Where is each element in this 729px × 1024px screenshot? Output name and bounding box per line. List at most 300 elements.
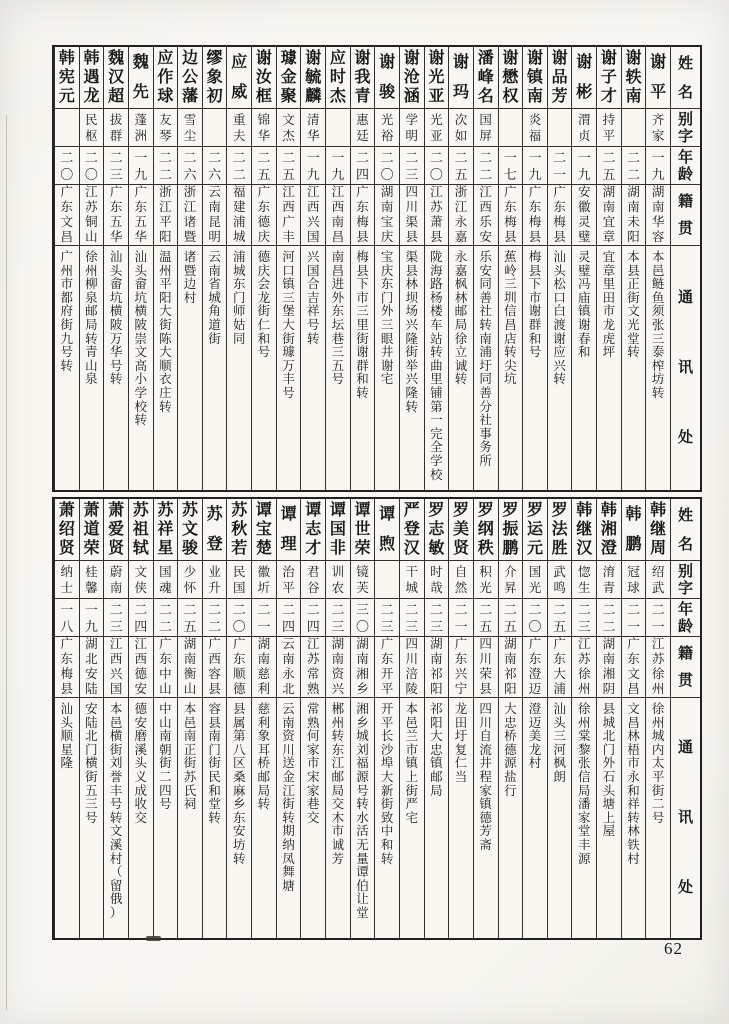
origin-cell: 四川渠县 <box>400 185 424 246</box>
contact-cell: 河口镇三堡大街璩万丰号 <box>282 250 295 400</box>
header-alias-label: 别字 <box>677 110 693 145</box>
age-cell: 二一 <box>646 599 670 637</box>
alias-cell: 锦华 <box>252 109 276 147</box>
header-column <box>670 499 700 938</box>
alias-cell: 业升 <box>203 561 227 599</box>
alias-cell: 治平 <box>277 561 301 599</box>
age-cell: 一九 <box>572 147 596 185</box>
origin-cell: 湖南宜章 <box>597 185 621 246</box>
age-cell: 二三 <box>400 599 424 637</box>
alias-cell <box>499 109 523 147</box>
table-column <box>202 499 227 938</box>
alias-cell: 君谷 <box>301 561 325 599</box>
table-column <box>374 47 399 490</box>
alias-cell: 徽圻 <box>252 561 276 599</box>
contact-cell: 湘乡城刘福源号转水活无量谭伯让堂 <box>356 702 369 920</box>
age-cell: 二五 <box>548 599 572 637</box>
contact-cell: 陇海路杨楼车站转曲里铺第一完全学校 <box>430 250 443 482</box>
contact-cell: 汕头顺星隆 <box>60 702 74 771</box>
page-number: 62 <box>664 939 683 958</box>
contact-cell: 安陆北门横街五三号 <box>85 702 98 825</box>
contact-cell: 灵璧冯庙镇谢春和 <box>577 250 591 360</box>
alias-cell: 惠廷 <box>351 109 375 147</box>
table-column <box>177 47 202 490</box>
contact-cell: 县属第八区桑麻乡东安坊转 <box>233 702 246 866</box>
contact-cell: 县城北门外石头塘上屋 <box>602 702 616 839</box>
contact-cell: 龙田圩复仁当 <box>454 702 468 784</box>
table-column <box>498 499 523 938</box>
ink-smudge-artifact <box>146 936 161 941</box>
origin-cell: 云南昆明 <box>203 185 227 246</box>
name-cell: 韩湘澄 <box>597 499 621 561</box>
contact-cell: 文昌林梧市永和祥转林铁村 <box>627 702 640 866</box>
name-cell: 韩遇龙 <box>80 47 104 109</box>
age-cell: 二〇 <box>227 599 251 637</box>
name-cell: 严登汉 <box>400 499 424 561</box>
age-cell: 二〇 <box>80 147 104 185</box>
age-cell: 一九 <box>80 599 104 637</box>
contact-cell: 大忠桥德源盐行 <box>504 702 517 798</box>
table-column <box>103 499 128 938</box>
age-cell: 二一 <box>548 147 572 185</box>
table-column <box>325 499 350 938</box>
contact-cell: 容县南门街民和堂转 <box>208 702 221 825</box>
name-cell: 谢我青 <box>351 47 375 109</box>
age-cell: 二三 <box>572 599 596 637</box>
name-cell: 谢轶南 <box>622 47 646 109</box>
origin-cell: 广东开平 <box>375 637 399 698</box>
alias-cell: 蔚南 <box>104 561 128 599</box>
name-cell: 萧绍贤 <box>55 499 79 561</box>
name-cell: 谢品芳 <box>548 47 572 109</box>
contact-cell: 徐州棠黎张信局潘家堂丰源 <box>577 702 591 866</box>
name-cell: 谭世荣 <box>351 499 375 561</box>
table-column <box>498 47 523 490</box>
name-cell: 潘峰名 <box>474 47 498 109</box>
header-contact-label: 通讯处 <box>677 289 693 446</box>
contact-cell: 本邑南正街苏氏祠 <box>183 702 197 812</box>
table-column <box>448 47 473 490</box>
name-cell: 应威 <box>227 47 251 109</box>
name-cell: 韩鹏 <box>622 499 646 561</box>
name-cell: 魏汉超 <box>104 47 128 109</box>
alias-cell: 蓬洲 <box>129 109 153 147</box>
origin-cell: 湖南宝庆 <box>375 185 399 246</box>
table-column <box>153 47 178 490</box>
alias-cell: 武鸣 <box>548 561 572 599</box>
origin-cell: 广东德庆 <box>252 185 276 246</box>
alias-cell: 炎福 <box>523 109 547 147</box>
origin-cell: 广东梅县 <box>55 637 79 698</box>
contact-cell: 中山南朝街二四号 <box>159 702 172 812</box>
origin-cell: 江西南昌 <box>326 185 350 246</box>
age-cell: 一九 <box>129 147 153 185</box>
age-cell: 一九 <box>646 147 670 185</box>
table-column <box>350 499 375 938</box>
contact-cell: 温州平阳大街陈大顺衣庄转 <box>159 250 172 414</box>
table-column <box>621 499 646 938</box>
table-column <box>448 499 473 938</box>
contact-cell: 云南省城角道街 <box>208 250 221 346</box>
header-alias <box>671 561 700 599</box>
age-cell: 二〇 <box>523 599 547 637</box>
origin-cell: 四川荣县 <box>474 637 498 698</box>
age-cell: 二五 <box>597 147 621 185</box>
origin-cell: 广东中山 <box>154 637 178 698</box>
origin-cell: 江苏徐州 <box>646 637 670 698</box>
contact-cell: 云南资川送金江街转期纳凤舞塘 <box>282 702 295 893</box>
name-cell: 韩宪元 <box>55 47 79 109</box>
header-alias-label: 别字 <box>677 562 693 597</box>
header-alias <box>671 109 700 147</box>
name-cell: 谢懋权 <box>499 47 523 109</box>
age-cell: 二二 <box>227 147 251 185</box>
table-column <box>153 499 178 938</box>
contact-cell: 慈利象耳桥邮局转 <box>257 702 271 812</box>
contact-cell: 郴州转东江邮局交木市诚芳 <box>331 702 345 866</box>
table-column <box>54 47 79 490</box>
alias-cell: 训农 <box>326 561 350 599</box>
origin-cell: 湖南祁阳 <box>499 637 523 698</box>
age-cell: 三〇 <box>351 599 375 637</box>
age-cell: 二五 <box>252 147 276 185</box>
table-column <box>177 499 202 938</box>
origin-cell: 广东梅县 <box>351 185 375 246</box>
contact-cell: 本邑横街刘誉丰号转文溪村（留俄） <box>109 702 123 920</box>
age-cell: 二六 <box>178 147 202 185</box>
table-column <box>522 499 547 938</box>
origin-cell: 四川涪陵 <box>400 637 424 698</box>
name-cell: 谢汝框 <box>252 47 276 109</box>
origin-cell: 广西容县 <box>203 637 227 698</box>
header-origin <box>671 637 700 698</box>
contact-cell: 宜章里田市龙虎坪 <box>602 250 616 360</box>
age-cell: 二二 <box>597 599 621 637</box>
alias-cell: 渭贞 <box>572 109 596 147</box>
name-cell: 璩金聚 <box>277 47 301 109</box>
table-column <box>596 47 621 490</box>
age-cell: 二三 <box>425 599 449 637</box>
age-cell: 二六 <box>203 147 227 185</box>
alias-cell: 惚生 <box>572 561 596 599</box>
origin-cell: 安徽灵璧 <box>572 185 596 246</box>
table-column <box>128 499 153 938</box>
header-name <box>671 47 700 109</box>
name-cell: 罗振鹏 <box>499 499 523 561</box>
table-column <box>79 499 104 938</box>
name-cell: 苏祖轼 <box>129 499 153 561</box>
origin-cell: 福建浦城 <box>227 185 251 246</box>
age-cell: 二二 <box>474 147 498 185</box>
header-origin-label: 籍贯 <box>677 193 693 237</box>
origin-cell: 广东梅县 <box>499 185 523 246</box>
alias-cell: 绍武 <box>646 561 670 599</box>
name-cell: 魏先 <box>129 47 153 109</box>
alias-cell: 文侠 <box>129 561 153 599</box>
name-cell: 萧爱贤 <box>104 499 128 561</box>
contact-cell: 乐安同善社转南浦圩同善分社事务所 <box>479 250 492 468</box>
alias-cell: 文杰 <box>277 109 301 147</box>
name-cell: 罗纲秩 <box>474 499 498 561</box>
age-cell: 二〇 <box>425 147 449 185</box>
contact-cell: 澄迈美龙村 <box>528 702 542 771</box>
contact-cell: 徐州柳泉邮局转青山泉 <box>85 250 98 387</box>
origin-cell: 湖南未阳 <box>622 185 646 246</box>
age-cell: 二二 <box>154 599 178 637</box>
origin-cell: 湖南祁阳 <box>425 637 449 698</box>
table-column <box>522 47 547 490</box>
alias-cell: 清华 <box>301 109 325 147</box>
contact-cell: 梅县下市三里街谢群和转 <box>356 250 369 400</box>
age-cell: 二四 <box>301 599 325 637</box>
table-column <box>325 47 350 490</box>
table-column <box>300 47 325 490</box>
contact-cell: 本邑鲢鱼须张三泰榨坊转 <box>651 250 665 400</box>
name-cell: 谢平 <box>646 47 670 109</box>
table-column <box>424 47 449 490</box>
alias-cell: 光裕 <box>375 109 399 147</box>
table-column <box>251 47 276 490</box>
age-cell: 二〇 <box>55 147 79 185</box>
header-contact-label: 通讯处 <box>677 739 693 896</box>
contact-cell: 梅县下市谢群和号 <box>528 250 542 360</box>
alias-cell: 雪尘 <box>178 109 202 147</box>
alias-cell: 介昇 <box>499 561 523 599</box>
origin-cell: 湖北安陆 <box>80 637 104 698</box>
contact-cell: 四川自流井程家镇德芳斋 <box>479 702 492 852</box>
table-column <box>54 499 79 938</box>
table-column <box>202 47 227 490</box>
origin-cell: 广东文昌 <box>55 185 79 246</box>
age-cell: 二三 <box>326 599 350 637</box>
origin-cell: 江西乐安 <box>474 185 498 246</box>
name-cell: 谢子才 <box>597 47 621 109</box>
name-cell: 罗运元 <box>523 499 547 561</box>
table-column <box>571 499 596 938</box>
alias-cell: 齐家 <box>646 109 670 147</box>
age-cell: 二五 <box>449 147 473 185</box>
name-cell: 谭志才 <box>301 499 325 561</box>
table-column <box>79 47 104 490</box>
name-cell: 苏登 <box>203 499 227 561</box>
origin-cell: 浙江平阳 <box>154 185 178 246</box>
age-cell: 二三 <box>400 147 424 185</box>
header-name-label: 姓名 <box>677 506 693 553</box>
header-name-label: 姓名 <box>677 54 693 101</box>
origin-cell: 广东顺德 <box>227 637 251 698</box>
name-cell: 谢光亚 <box>425 47 449 109</box>
origin-cell: 江苏徐州 <box>572 637 596 698</box>
header-age <box>671 599 700 637</box>
contact-cell: 汕头畲坑横陂崇文高小学校转 <box>134 250 147 428</box>
origin-cell: 广东梅县 <box>523 185 547 246</box>
name-cell: 罗法胜 <box>548 499 572 561</box>
table-column <box>473 47 498 490</box>
name-cell: 谢镇南 <box>523 47 547 109</box>
name-cell: 应作球 <box>154 47 178 109</box>
contact-cell: 广州市都府街九号转 <box>60 250 74 373</box>
alias-cell <box>548 109 572 147</box>
alias-cell: 时哉 <box>425 561 449 599</box>
age-cell: 二三 <box>104 147 128 185</box>
table-column <box>350 47 375 490</box>
age-cell: 二一 <box>252 599 276 637</box>
name-cell: 萧道荣 <box>80 499 104 561</box>
age-cell: 二五 <box>277 147 301 185</box>
age-cell: 一八 <box>55 599 79 637</box>
contact-cell: 德庆会龙街仁和号 <box>257 250 271 360</box>
contact-cell: 兴国合吉祥号转 <box>306 250 320 346</box>
age-cell: 一九 <box>523 147 547 185</box>
name-cell: 谭煦 <box>375 499 399 561</box>
name-cell: 谢彬 <box>572 47 596 109</box>
table-column <box>645 499 670 938</box>
age-cell: 二五 <box>178 599 202 637</box>
table-column <box>226 499 251 938</box>
name-cell: 韩继汉 <box>572 499 596 561</box>
alias-cell: 国光 <box>523 561 547 599</box>
name-cell: 谢沧涵 <box>400 47 424 109</box>
table-column <box>399 499 424 938</box>
table-column <box>276 499 301 938</box>
alias-cell <box>375 561 399 599</box>
table-column <box>276 47 301 490</box>
origin-cell: 云南永北 <box>277 637 301 698</box>
alias-cell <box>326 109 350 147</box>
origin-cell: 江西德安 <box>129 637 153 698</box>
name-cell: 谭理 <box>277 499 301 561</box>
origin-cell: 广东梅县 <box>548 185 572 246</box>
contact-cell: 宝庆东门外三眼井谢宅 <box>380 250 394 387</box>
age-cell: 二二 <box>622 147 646 185</box>
header-age-label: 年龄 <box>677 600 693 635</box>
age-cell: 一七 <box>499 147 523 185</box>
origin-cell: 广东澄迈 <box>523 637 547 698</box>
table-column <box>226 47 251 490</box>
origin-cell: 湖南华容 <box>646 185 670 246</box>
name-cell: 罗志敏 <box>425 499 449 561</box>
table-column <box>399 47 424 490</box>
contact-cell: 德安磨溪头义成收交 <box>134 702 147 825</box>
header-age-label: 年龄 <box>677 148 693 183</box>
origin-cell: 广东大浦 <box>548 637 572 698</box>
name-cell: 谢玛 <box>449 47 473 109</box>
origin-cell: 江苏萧县 <box>425 185 449 246</box>
contact-cell: 诸暨边村 <box>183 250 197 305</box>
alias-cell: 自然 <box>449 561 473 599</box>
contact-cell: 永嘉枫林邮局徐立诚转 <box>454 250 468 387</box>
origin-cell: 江西广丰 <box>277 185 301 246</box>
contact-cell: 南昌进外东坛巷三五号 <box>331 250 345 387</box>
alias-cell: 纳士 <box>55 561 79 599</box>
contact-cell: 开平长沙埠大新街致中和转 <box>380 702 394 866</box>
age-cell: 二二 <box>154 147 178 185</box>
header-contact <box>671 698 700 938</box>
contact-cell: 本县正街文光堂转 <box>627 250 640 360</box>
name-cell: 缪象初 <box>203 47 227 109</box>
table-column <box>621 47 646 490</box>
table-column <box>128 47 153 490</box>
origin-cell: 江苏常熟 <box>301 637 325 698</box>
alias-cell: 持平 <box>597 109 621 147</box>
age-cell: 二一 <box>449 599 473 637</box>
origin-cell: 江苏铜山 <box>80 185 104 246</box>
age-cell: 二四 <box>129 599 153 637</box>
name-cell: 应时杰 <box>326 47 350 109</box>
header-contact <box>671 246 700 490</box>
origin-cell: 湖南湘乡 <box>351 637 375 698</box>
table-column <box>571 47 596 490</box>
origin-cell: 江西兴国 <box>301 185 325 246</box>
contact-cell: 本邑兰市镇上街严宅 <box>405 702 419 825</box>
alias-cell: 镜芙 <box>351 561 375 599</box>
age-cell: 一九 <box>301 147 325 185</box>
alias-cell: 民枢 <box>80 109 104 147</box>
age-cell: 二一 <box>622 599 646 637</box>
alias-cell: 重夫 <box>227 109 251 147</box>
alias-cell <box>55 109 79 147</box>
alias-cell: 拔群 <box>104 109 128 147</box>
contact-cell: 常熟何家市宋家巷交 <box>306 702 320 825</box>
age-cell: 二〇 <box>375 147 399 185</box>
scan-edge-artifact <box>6 115 7 1010</box>
origin-cell: 湖南湘阴 <box>597 637 621 698</box>
alias-cell: 桂馨 <box>80 561 104 599</box>
table-column <box>645 47 670 490</box>
contact-cell: 汕头松口白渡谢应兴转 <box>553 250 566 387</box>
age-cell: 二五 <box>499 599 523 637</box>
name-cell: 苏文骏 <box>178 499 202 561</box>
table-column <box>424 499 449 938</box>
header-column <box>670 47 700 490</box>
name-cell: 谭国非 <box>326 499 350 561</box>
alias-cell: 友琴 <box>154 109 178 147</box>
alias-cell: 学明 <box>400 109 424 147</box>
origin-cell: 湖南衡山 <box>178 637 202 698</box>
name-cell: 边公藩 <box>178 47 202 109</box>
contact-cell: 浦城东门师姑同 <box>233 250 246 346</box>
age-cell: 二三 <box>375 599 399 637</box>
origin-cell: 广东五华 <box>104 185 128 246</box>
origin-cell: 广东文昌 <box>622 637 646 698</box>
origin-cell: 广东五华 <box>129 185 153 246</box>
alias-cell: 民国 <box>227 561 251 599</box>
header-age <box>671 147 700 185</box>
table-column <box>473 499 498 938</box>
origin-cell: 广东兴宁 <box>449 637 473 698</box>
alias-cell: 光亚 <box>425 109 449 147</box>
alias-cell: 干城 <box>400 561 424 599</box>
name-cell: 苏祥星 <box>154 499 178 561</box>
name-cell: 谢骏 <box>375 47 399 109</box>
age-cell: 二二 <box>203 599 227 637</box>
header-origin-label: 籍贯 <box>677 645 693 689</box>
contact-cell: 蕉岭三圳信昌店转尖坑 <box>504 250 517 387</box>
alias-cell: 次如 <box>449 109 473 147</box>
age-cell: 二五 <box>474 599 498 637</box>
table-column <box>596 499 621 938</box>
table-column <box>374 499 399 938</box>
directory-table-bottom <box>52 497 702 940</box>
contact-cell: 渠县林坝场兴隆街举兴隆转 <box>405 250 419 414</box>
age-cell: 一九 <box>326 147 350 185</box>
name-cell: 苏秋若 <box>227 499 251 561</box>
alias-cell <box>622 109 646 147</box>
alias-cell: 积光 <box>474 561 498 599</box>
contact-cell: 徐州城内太平街二号 <box>651 702 665 825</box>
origin-cell: 浙江诸暨 <box>178 185 202 246</box>
table-column <box>547 47 572 490</box>
